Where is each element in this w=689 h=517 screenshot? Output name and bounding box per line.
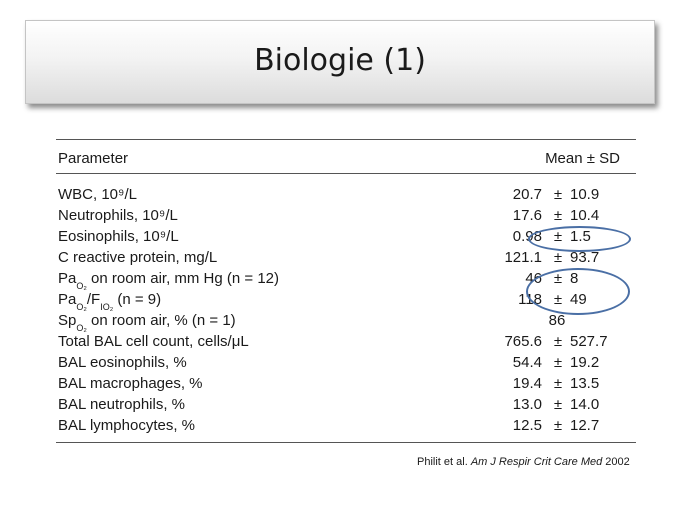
row-parameter: Eosinophils, 10⁹/L [58,228,179,245]
row-sd: 93.7 [570,249,600,266]
row-plus-minus: ± [553,417,563,434]
title-banner [25,20,655,104]
row-sd: 14.0 [570,396,600,413]
row-sd: 19.2 [570,354,600,371]
row-sd: 10.4 [570,207,600,224]
row-parameter: $Sp_{O_2}$ on room air, % (n = 1) [58,312,236,333]
row-sd: 527.7 [570,333,608,350]
row-mean: 54.4 [512,354,542,371]
table-bottom-rule [56,442,636,443]
row-sd: 10.9 [570,186,600,203]
table-header-rule [56,173,636,174]
table-header-row [56,150,636,170]
row-parameter: BAL lymphocytes, % [58,417,195,434]
row-mean: 0.98 [512,228,542,245]
row-mean: 13.0 [512,396,542,413]
table-row [56,186,636,206]
header-parameter: Parameter [58,150,129,167]
row-plus-minus: ± [553,228,563,245]
row-parameter: WBC, 10⁹/L [58,186,137,203]
table-row [56,354,636,374]
row-parameter: C reactive protein, mg/L [58,249,218,266]
row-sd: 49 [570,291,587,308]
row-parameter: BAL eosinophils, % [58,354,187,371]
blood-gas-highlight-ellipse [526,268,630,315]
row-parameter: $Pa_{O_2}/F_{IO_2}$ (n = 9) [58,291,162,312]
row-parameter: Total BAL cell count, cells/μL [58,333,249,350]
row-mean: 118 [518,291,542,308]
citation-authors: Philit et al. [417,456,468,468]
row-sd: 8 [570,270,579,287]
row-mean: 19.4 [512,375,542,392]
row-plus-minus: ± [553,186,563,203]
row-mean: 12.5 [512,417,542,434]
row-plus-minus: ± [553,249,563,266]
table-row [56,207,636,227]
table-row [56,312,636,332]
row-mean: 20.7 [512,186,542,203]
row-mean: 121.1 [504,249,542,266]
row-plus-minus: ± [553,375,563,392]
citation-journal: Am J Respir Crit Care Med [470,456,603,468]
table-row [56,249,636,269]
header-mean-sd: Mean ± SD [545,150,620,167]
table-top-rule [56,139,636,140]
table-row [56,333,636,353]
row-sd: 13.5 [570,375,600,392]
row-plus-minus: ± [553,270,563,287]
row-plus-minus: ± [553,396,563,413]
row-mean: 765.6 [504,333,542,350]
row-parameter: Neutrophils, 10⁹/L [58,207,178,224]
row-parameter: $Pa_{O_2}$ on room air, mm Hg (n = 12) [58,270,280,291]
row-plus-minus: ± [553,333,563,350]
citation [417,456,630,468]
row-parameter: BAL neutrophils, % [58,396,186,413]
table-row [56,417,636,437]
row-mean: 46 [525,270,542,287]
row-plus-minus: ± [553,354,563,371]
row-sd: 12.7 [570,417,600,434]
row-sd: 1.5 [570,228,591,245]
row-parameter: BAL macrophages, % [58,375,203,392]
row-mean: 17.6 [512,207,542,224]
slide-title: Biologie (1) [254,43,426,78]
table-row [56,396,636,416]
table-row [56,375,636,395]
citation-year: 2002 [605,456,630,468]
eosinophils-highlight-ellipse [528,226,631,252]
row-single-value: 86 [548,312,566,329]
row-plus-minus: ± [553,207,563,224]
row-plus-minus: ± [553,291,563,308]
